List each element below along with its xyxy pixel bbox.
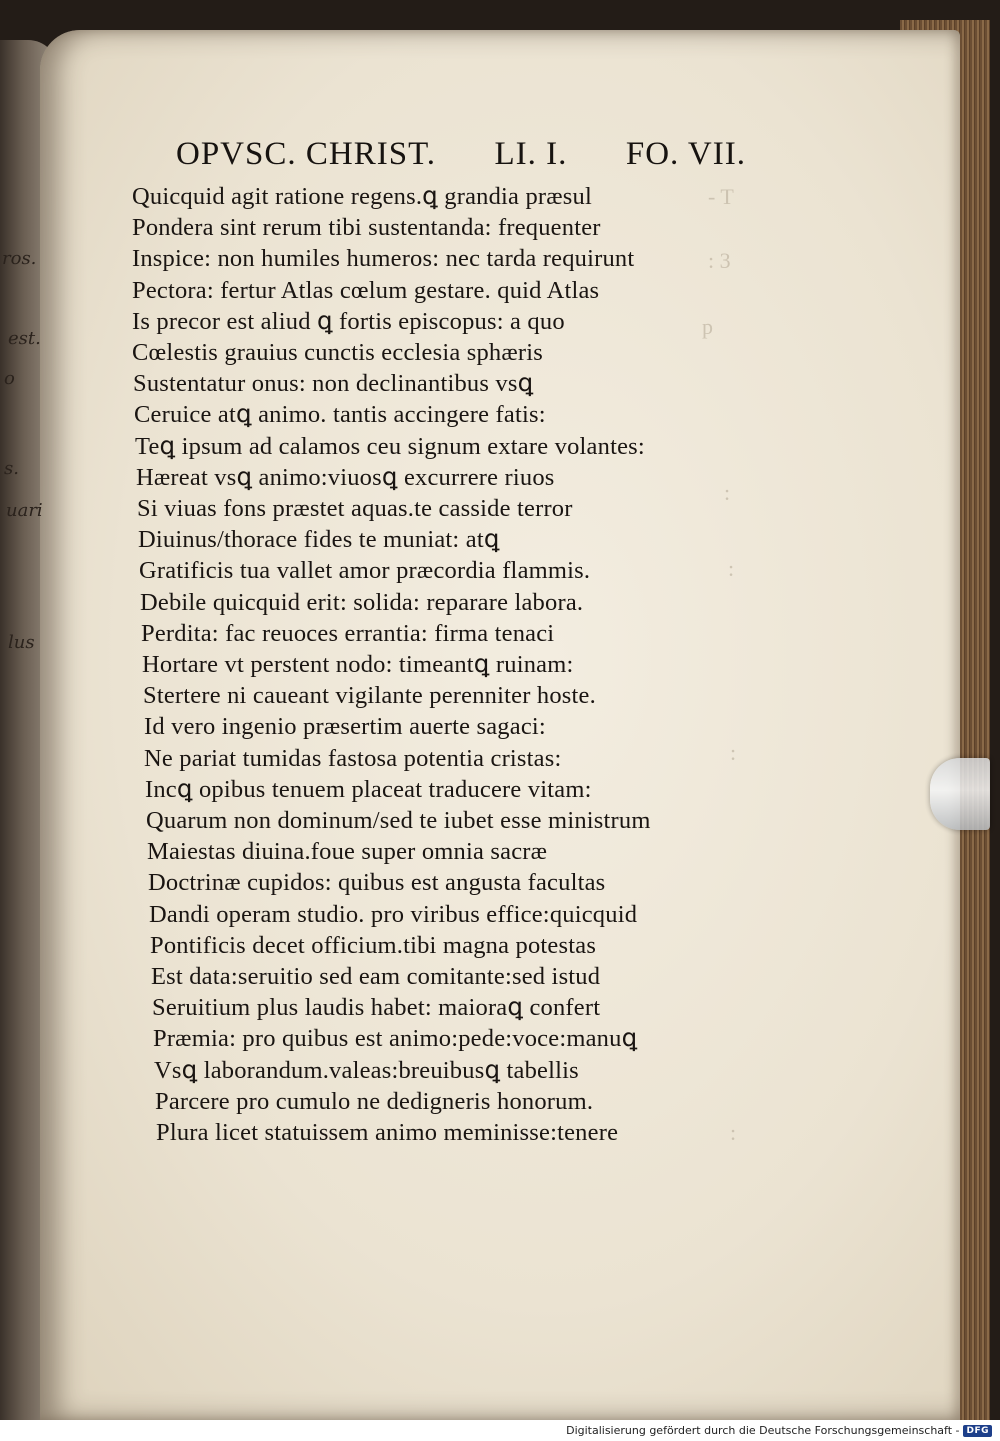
header-folio-number: FO. VII. [625,135,746,172]
verse-line: Perdita: fac reuoces errantia: firma tenaci [141,620,555,647]
verse-line: Ne pariat tumidas fastosa potentia cristas: [144,745,562,772]
margin-note: est. [8,328,41,349]
margin-note: s. [4,458,19,479]
show-through-text: - T : 3 p : : : : [702,184,737,1145]
verse-line: Teꝗ ipsum ad calamos ceu signum extare volantes: [135,433,645,460]
verse-line: Quarum non dominum/sed te iubet esse ministrum [146,807,651,834]
verse-line: Plura licet statuissem animo meminisse:tenere [156,1119,619,1146]
verse-line: Debile quicquid erit: solida: reparare labora. [140,589,584,616]
verse-line: Sustentatur onus: non declinantibus vsꝗ [133,370,534,397]
verse-line: Hortare vt perstent nodo: timeantꝗ ruinam: [142,651,574,678]
verse-line: Is precor est aliud ꝗ fortis episcopus: a quo [132,308,565,335]
verse-line: Seruitium plus laudis habet: maioraꝗ confert [152,994,601,1021]
verse-line: Cœlestis grauius cunctis ecclesia sphæris [132,339,544,366]
verse-line: Stertere ni caueant vigilante perenniter hoste. [143,682,596,709]
verse-line: Pectora: fertur Atlas cœlum gestare. quid Atlas [132,277,600,304]
verse-line: Pontificis decet officium.tibi magna potestas [150,932,597,959]
page-clip [930,758,990,830]
margin-note: uari [6,500,43,521]
verse-line: Præmia: pro quibus est animo:pede:voce:manuꝗ [153,1025,638,1052]
header-book-number: LI. I. [494,135,568,172]
running-header [176,132,746,176]
verse-line: Dandi operam studio. pro viribus effice:quicquid [149,901,638,928]
verse-line: Diuinus/thorace fides te muniat: atꝗ [138,526,500,553]
dfg-logo-icon: DFG [963,1425,992,1437]
margin-note: ros. [2,248,37,269]
verse-line: Gratificis tua vallet amor præcordia flammis. [139,557,591,584]
verse-line: Maiestas diuina.foue super omnia sacræ [147,838,548,865]
verse-line: Doctrinæ cupidos: quibus est angusta facultas [148,869,606,896]
funding-credit-text: Digitalisierung gefördert durch die Deutsche Forschungsgemeinschaft - [566,1424,960,1437]
margin-note: o [4,368,15,389]
verse-line: Pondera sint rerum tibi sustentanda: frequenter [132,214,601,241]
verse-line: Si viuas fons præstet aquas.te casside terror [137,495,573,522]
digitization-credit-bar [0,1420,1000,1441]
verse-line: Inspice: non humiles humeros: nec tarda requirunt [132,245,635,272]
verse-line: Ceruice atꝗ animo. tantis accingere fatis: [134,401,546,428]
verse-line: Parcere pro cumulo ne dedigneris honorum. [155,1088,594,1115]
verse-line: Incꝗ opibus tenuem placeat traducere vitam: [145,776,592,803]
verse-line: Id vero ingenio præsertim auerte sagaci: [144,713,546,740]
header-title: OPVSC. CHRIST. [176,135,437,172]
margin-note: lus [8,632,35,653]
verse-line: Vsꝗ laborandum.valeas:breuibusꝗ tabellis [154,1057,579,1084]
verse-line: Hæreat vsꝗ animo:viuosꝗ excurrere riuos [136,464,555,491]
verse-line: Est data:seruitio sed eam comitante:sed istud [151,963,601,990]
verse-line: Quicquid agit ratione regens.ꝗ grandia præsul [132,183,592,210]
